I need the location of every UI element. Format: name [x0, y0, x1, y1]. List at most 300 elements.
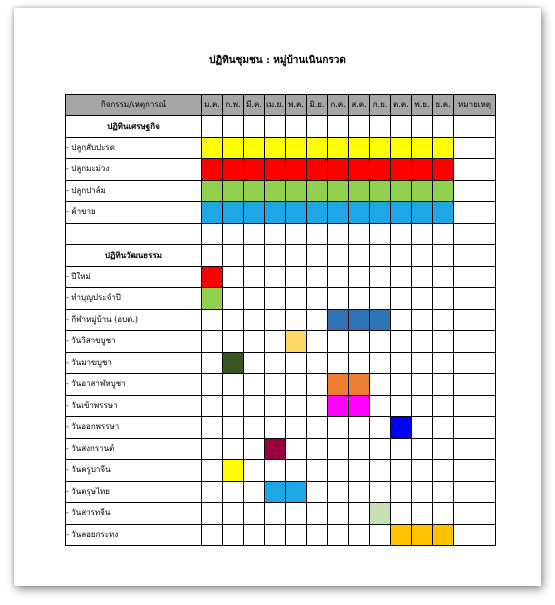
month-cell	[202, 116, 223, 138]
month-cell	[223, 137, 244, 159]
note-cell	[454, 202, 496, 224]
header-month: มิ.ย.	[307, 95, 328, 116]
month-cell	[433, 137, 454, 159]
activity-label: - วันมาฆบูชา	[66, 352, 202, 374]
activity-label	[66, 223, 202, 245]
month-cell	[328, 352, 349, 374]
month-cell	[391, 481, 412, 503]
month-cell	[370, 331, 391, 353]
header-month: ก.ย.	[370, 95, 391, 116]
month-cell	[265, 417, 286, 439]
month-cell	[265, 331, 286, 353]
section-heading: ปฏิทินวัฒนธรรม	[66, 245, 202, 267]
month-cell	[412, 288, 433, 310]
month-cell	[412, 503, 433, 525]
month-cell	[391, 524, 412, 546]
month-cell	[223, 180, 244, 202]
month-cell	[307, 438, 328, 460]
month-cell	[202, 159, 223, 181]
month-cell	[370, 503, 391, 525]
month-cell	[391, 395, 412, 417]
table-row	[66, 266, 496, 288]
month-cell	[286, 503, 307, 525]
month-cell	[328, 116, 349, 138]
month-cell	[202, 223, 223, 245]
month-cell	[391, 417, 412, 439]
month-cell	[391, 202, 412, 224]
month-cell	[244, 266, 265, 288]
month-cell	[202, 137, 223, 159]
activity-label: - วันลอยกระทง	[66, 524, 202, 546]
month-cell	[223, 352, 244, 374]
month-cell	[244, 159, 265, 181]
table-row	[66, 417, 496, 439]
month-cell	[370, 417, 391, 439]
month-cell	[244, 524, 265, 546]
month-cell	[244, 374, 265, 396]
note-cell	[454, 460, 496, 482]
section-row	[66, 116, 496, 138]
month-cell	[433, 309, 454, 331]
month-cell	[286, 137, 307, 159]
month-cell	[412, 374, 433, 396]
month-cell	[391, 438, 412, 460]
month-cell	[412, 223, 433, 245]
activity-label: - วันครูบาจีน	[66, 460, 202, 482]
note-cell	[454, 180, 496, 202]
month-cell	[349, 288, 370, 310]
table-row	[66, 137, 496, 159]
document-page	[14, 8, 541, 586]
month-cell	[286, 460, 307, 482]
month-cell	[412, 331, 433, 353]
month-cell	[433, 288, 454, 310]
month-cell	[433, 524, 454, 546]
month-cell	[349, 331, 370, 353]
month-cell	[202, 331, 223, 353]
month-cell	[307, 223, 328, 245]
month-cell	[202, 202, 223, 224]
month-cell	[286, 202, 307, 224]
month-cell	[370, 266, 391, 288]
month-cell	[244, 503, 265, 525]
month-cell	[286, 309, 307, 331]
month-cell	[244, 202, 265, 224]
table-row	[66, 374, 496, 396]
month-cell	[286, 438, 307, 460]
month-cell	[265, 352, 286, 374]
month-cell	[370, 309, 391, 331]
header-month: มี.ค.	[244, 95, 265, 116]
month-cell	[433, 266, 454, 288]
activity-label: - วันสารทจีน	[66, 503, 202, 525]
month-cell	[370, 159, 391, 181]
month-cell	[391, 223, 412, 245]
table-row	[66, 460, 496, 482]
month-cell	[244, 395, 265, 417]
month-cell	[349, 352, 370, 374]
month-cell	[307, 137, 328, 159]
month-cell	[223, 438, 244, 460]
month-cell	[412, 202, 433, 224]
month-cell	[265, 159, 286, 181]
month-cell	[328, 223, 349, 245]
section-heading: ปฏิทินเศรษฐกิจ	[66, 116, 202, 138]
month-cell	[307, 395, 328, 417]
note-cell	[454, 524, 496, 546]
table-row	[66, 352, 496, 374]
header-note: หมายเหตุ	[454, 95, 496, 116]
month-cell	[412, 180, 433, 202]
month-cell	[307, 309, 328, 331]
month-cell	[433, 438, 454, 460]
table-row	[66, 481, 496, 503]
month-cell	[202, 288, 223, 310]
note-cell	[454, 159, 496, 181]
month-cell	[370, 202, 391, 224]
month-cell	[265, 374, 286, 396]
month-cell	[349, 180, 370, 202]
activity-label: - ปีใหม่	[66, 266, 202, 288]
month-cell	[349, 524, 370, 546]
month-cell	[265, 503, 286, 525]
month-cell	[265, 245, 286, 267]
activity-label: - ทำบุญประจำปี	[66, 288, 202, 310]
month-cell	[328, 438, 349, 460]
month-cell	[412, 137, 433, 159]
month-cell	[433, 202, 454, 224]
month-cell	[349, 266, 370, 288]
month-cell	[412, 395, 433, 417]
activity-label: - วันอาสาฬหบูชา	[66, 374, 202, 396]
note-cell	[454, 137, 496, 159]
month-cell	[370, 180, 391, 202]
header-month: พ.ค.	[286, 95, 307, 116]
month-cell	[391, 245, 412, 267]
month-cell	[328, 460, 349, 482]
month-cell	[433, 116, 454, 138]
month-cell	[202, 460, 223, 482]
month-cell	[202, 481, 223, 503]
month-cell	[244, 116, 265, 138]
month-cell	[265, 116, 286, 138]
month-cell	[286, 417, 307, 439]
month-cell	[370, 116, 391, 138]
month-cell	[286, 331, 307, 353]
month-cell	[307, 417, 328, 439]
month-cell	[349, 503, 370, 525]
month-cell	[391, 309, 412, 331]
month-cell	[265, 223, 286, 245]
month-cell	[370, 288, 391, 310]
month-cell	[328, 395, 349, 417]
month-cell	[307, 460, 328, 482]
table-row	[66, 223, 496, 245]
table-row	[66, 331, 496, 353]
month-cell	[265, 438, 286, 460]
month-cell	[202, 524, 223, 546]
month-cell	[391, 266, 412, 288]
month-cell	[307, 159, 328, 181]
month-cell	[286, 395, 307, 417]
section-row	[66, 245, 496, 267]
table-row	[66, 524, 496, 546]
month-cell	[328, 374, 349, 396]
month-cell	[412, 309, 433, 331]
month-cell	[202, 374, 223, 396]
month-cell	[328, 266, 349, 288]
month-cell	[370, 137, 391, 159]
table-row	[66, 159, 496, 181]
month-cell	[391, 460, 412, 482]
month-cell	[244, 438, 265, 460]
month-cell	[370, 245, 391, 267]
month-cell	[286, 352, 307, 374]
month-cell	[370, 524, 391, 546]
month-cell	[412, 352, 433, 374]
month-cell	[244, 223, 265, 245]
month-cell	[286, 159, 307, 181]
month-cell	[223, 374, 244, 396]
month-cell	[265, 460, 286, 482]
month-cell	[202, 309, 223, 331]
month-cell	[265, 288, 286, 310]
month-cell	[265, 202, 286, 224]
month-cell	[370, 460, 391, 482]
month-cell	[265, 309, 286, 331]
month-cell	[202, 245, 223, 267]
month-cell	[307, 266, 328, 288]
month-cell	[391, 288, 412, 310]
month-cell	[223, 460, 244, 482]
month-cell	[349, 438, 370, 460]
table-row	[66, 503, 496, 525]
month-cell	[349, 116, 370, 138]
month-cell	[286, 288, 307, 310]
month-cell	[202, 503, 223, 525]
month-cell	[202, 395, 223, 417]
month-cell	[433, 180, 454, 202]
header-month: ส.ค.	[349, 95, 370, 116]
month-cell	[244, 417, 265, 439]
month-cell	[223, 202, 244, 224]
month-cell	[433, 331, 454, 353]
month-cell	[307, 481, 328, 503]
month-cell	[328, 524, 349, 546]
month-cell	[433, 245, 454, 267]
activity-label: - ค้าขาย	[66, 202, 202, 224]
month-cell	[391, 374, 412, 396]
month-cell	[433, 352, 454, 374]
month-cell	[307, 116, 328, 138]
month-cell	[433, 481, 454, 503]
month-cell	[286, 180, 307, 202]
table-row	[66, 395, 496, 417]
activity-label: - วันเข้าพรรษา	[66, 395, 202, 417]
month-cell	[202, 180, 223, 202]
month-cell	[307, 503, 328, 525]
month-cell	[328, 288, 349, 310]
month-cell	[244, 245, 265, 267]
month-cell	[223, 159, 244, 181]
month-cell	[286, 524, 307, 546]
month-cell	[265, 524, 286, 546]
note-cell	[454, 395, 496, 417]
month-cell	[244, 331, 265, 353]
note-cell	[454, 309, 496, 331]
month-cell	[391, 352, 412, 374]
activity-label: - กีฬาหมู่บ้าน (อบต.)	[66, 309, 202, 331]
note-cell	[454, 266, 496, 288]
month-cell	[370, 438, 391, 460]
header-month: พ.ย.	[412, 95, 433, 116]
month-cell	[391, 503, 412, 525]
month-cell	[244, 288, 265, 310]
activity-label: - ปลูกปาล์ม	[66, 180, 202, 202]
month-cell	[223, 116, 244, 138]
month-cell	[349, 202, 370, 224]
month-cell	[349, 374, 370, 396]
activity-label: - ปลูกมะม่วง	[66, 159, 202, 181]
month-cell	[244, 309, 265, 331]
month-cell	[328, 245, 349, 267]
table-row	[66, 202, 496, 224]
month-cell	[202, 266, 223, 288]
note-cell	[454, 352, 496, 374]
month-cell	[223, 266, 244, 288]
note-cell	[454, 438, 496, 460]
table-row	[66, 288, 496, 310]
month-cell	[244, 481, 265, 503]
page-title: ปฏิทินชุมชน : หมู่บ้านเนินกรวด	[209, 55, 346, 66]
month-cell	[286, 116, 307, 138]
month-cell	[412, 159, 433, 181]
month-cell	[412, 417, 433, 439]
month-cell	[370, 481, 391, 503]
month-cell	[286, 223, 307, 245]
month-cell	[349, 481, 370, 503]
month-cell	[223, 524, 244, 546]
month-cell	[286, 481, 307, 503]
month-cell	[349, 417, 370, 439]
note-cell	[454, 245, 496, 267]
header-row	[66, 95, 496, 116]
month-cell	[328, 202, 349, 224]
header-month: ม.ค.	[202, 95, 223, 116]
month-cell	[286, 245, 307, 267]
month-cell	[349, 245, 370, 267]
month-cell	[349, 137, 370, 159]
note-cell	[454, 223, 496, 245]
month-cell	[328, 331, 349, 353]
month-cell	[265, 395, 286, 417]
note-cell	[454, 481, 496, 503]
month-cell	[244, 460, 265, 482]
month-cell	[307, 288, 328, 310]
table-row	[66, 309, 496, 331]
month-cell	[433, 374, 454, 396]
month-cell	[202, 352, 223, 374]
note-cell	[454, 331, 496, 353]
month-cell	[286, 374, 307, 396]
month-cell	[307, 202, 328, 224]
activity-label: - ปลูกสับปะรด	[66, 137, 202, 159]
month-cell	[328, 503, 349, 525]
month-cell	[223, 417, 244, 439]
header-month: ก.พ.	[223, 95, 244, 116]
community-calendar-table	[65, 94, 496, 546]
month-cell	[433, 503, 454, 525]
header-month: เม.ย.	[265, 95, 286, 116]
month-cell	[391, 116, 412, 138]
month-cell	[391, 331, 412, 353]
month-cell	[412, 266, 433, 288]
month-cell	[307, 352, 328, 374]
header-month: ธ.ค.	[433, 95, 454, 116]
table-row	[66, 438, 496, 460]
note-cell	[454, 374, 496, 396]
month-cell	[223, 481, 244, 503]
month-cell	[202, 438, 223, 460]
month-cell	[307, 374, 328, 396]
month-cell	[265, 481, 286, 503]
month-cell	[328, 137, 349, 159]
month-cell	[391, 159, 412, 181]
month-cell	[223, 503, 244, 525]
month-cell	[349, 159, 370, 181]
month-cell	[391, 180, 412, 202]
month-cell	[349, 309, 370, 331]
month-cell	[223, 309, 244, 331]
month-cell	[349, 223, 370, 245]
month-cell	[412, 116, 433, 138]
month-cell	[244, 137, 265, 159]
month-cell	[412, 481, 433, 503]
activity-label: - วันออกพรรษา	[66, 417, 202, 439]
month-cell	[307, 524, 328, 546]
month-cell	[328, 309, 349, 331]
month-cell	[433, 223, 454, 245]
month-cell	[433, 159, 454, 181]
month-cell	[370, 395, 391, 417]
month-cell	[223, 223, 244, 245]
month-cell	[370, 223, 391, 245]
month-cell	[433, 460, 454, 482]
note-cell	[454, 288, 496, 310]
activity-label: - วันตรุษไทย	[66, 481, 202, 503]
activity-label: - วันวิสาขบูชา	[66, 331, 202, 353]
month-cell	[223, 245, 244, 267]
month-cell	[265, 180, 286, 202]
header-month: ก.ค.	[328, 95, 349, 116]
activity-label: - วันสงกรานต์	[66, 438, 202, 460]
header-activity: กิจกรรม/เหตุการณ์	[66, 95, 202, 116]
month-cell	[307, 245, 328, 267]
month-cell	[433, 395, 454, 417]
month-cell	[307, 331, 328, 353]
month-cell	[370, 374, 391, 396]
month-cell	[328, 159, 349, 181]
table-row	[66, 180, 496, 202]
month-cell	[223, 395, 244, 417]
month-cell	[412, 245, 433, 267]
header-month: ต.ค.	[391, 95, 412, 116]
month-cell	[223, 288, 244, 310]
month-cell	[244, 352, 265, 374]
month-cell	[223, 331, 244, 353]
note-cell	[454, 417, 496, 439]
month-cell	[349, 460, 370, 482]
